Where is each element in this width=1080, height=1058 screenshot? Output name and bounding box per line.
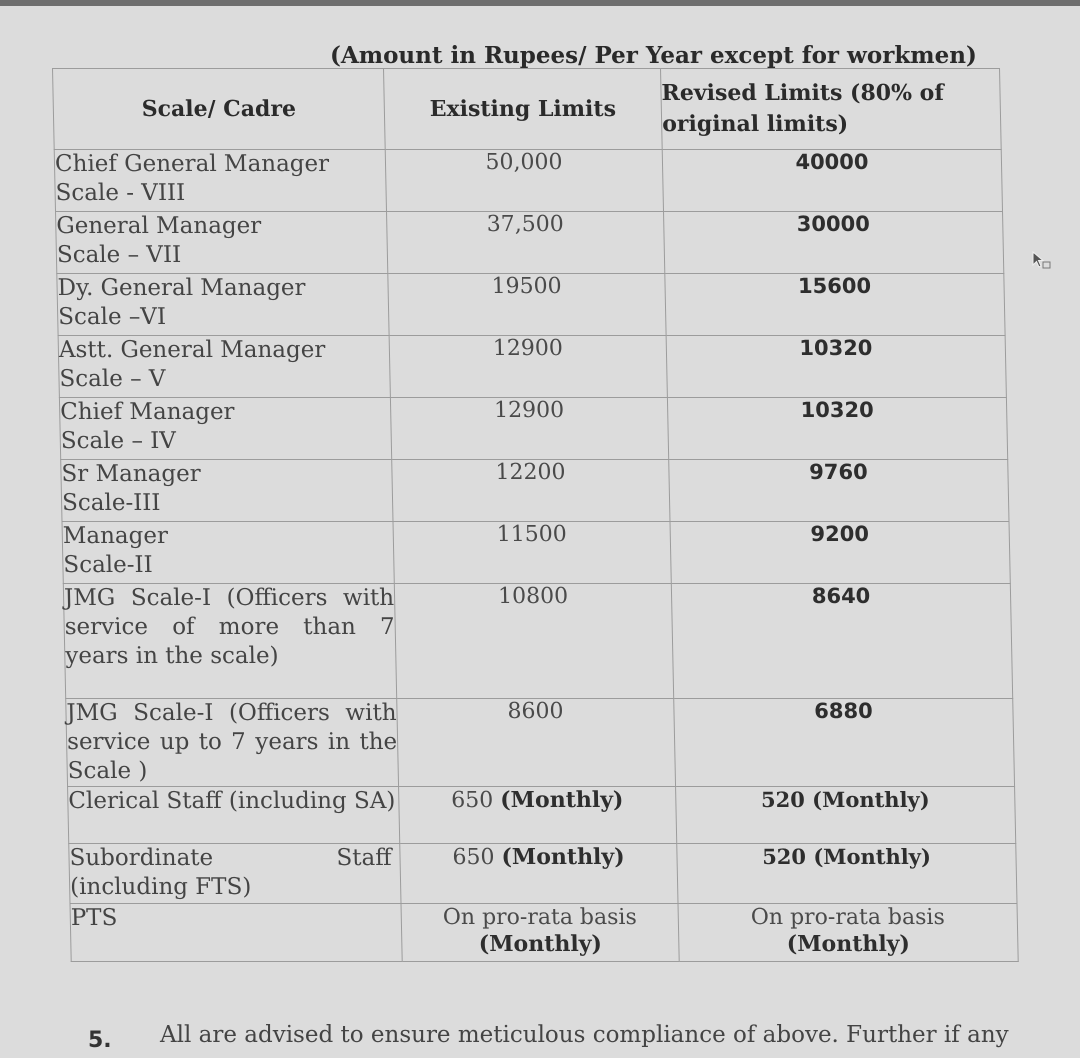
table-row [69, 844, 1017, 904]
revised-basis: On pro-rata basis [750, 905, 945, 930]
existing-limit-cell: 12200 [392, 460, 670, 522]
cadre-cell: JMG Scale-I (Officers with service of more than 7 years in the scale) [63, 584, 396, 699]
existing-period: (Monthly) [499, 787, 624, 813]
cadre-note: (including FTS) [69, 874, 252, 900]
revised-limit-cell: 9200 [670, 522, 1010, 584]
table-row [54, 150, 1002, 212]
cadre-scale: Scale-II [63, 552, 153, 578]
table-row [63, 584, 1012, 699]
cadre-scale: Scale - VIII [55, 180, 186, 206]
table-header-row [53, 69, 1002, 150]
table-row [70, 904, 1018, 962]
revised-limit-cell: 10320 [666, 336, 1006, 398]
cadre-cell: Clerical Staff (including SA) [68, 787, 400, 844]
revised-limit-cell [677, 844, 1017, 904]
existing-amount: 650 [451, 788, 494, 813]
limits-table [52, 68, 1019, 962]
cadre-cell: JMG Scale-I (Officers with service up to 7 years in the Scale ) [66, 699, 399, 787]
top-edge-bar [0, 0, 1080, 6]
cadre-scale: Scale-III [61, 490, 161, 516]
revised-limit-cell [676, 787, 1016, 844]
header-scale-cadre: Scale/ Cadre [53, 69, 386, 150]
cadre-scale: Scale – IV [60, 428, 177, 454]
cadre-scale: Scale – V [59, 366, 166, 392]
cadre-name: Sr Manager [61, 461, 201, 487]
revised-period: (Monthly) [813, 844, 932, 869]
existing-limit-cell [400, 844, 678, 904]
header-revised-line1: Revised Limits (80% of [661, 80, 945, 106]
table-row [56, 212, 1004, 274]
cadre-name: General Manager [56, 213, 262, 239]
table-row [68, 787, 1016, 844]
existing-limit-cell [401, 904, 679, 962]
revised-amount: 520 [761, 844, 807, 869]
existing-basis: On pro-rata basis [442, 905, 637, 930]
header-revised-line2: original limits) [661, 111, 849, 137]
cadre-cell [62, 522, 394, 584]
cadre-cell [54, 150, 386, 212]
revised-limit-cell [678, 904, 1018, 962]
cadre-word-staff: Staff [336, 845, 392, 871]
revised-limit-cell: 30000 [664, 212, 1004, 274]
existing-limit-cell [399, 787, 677, 844]
paragraph-text: All are advised to ensure meticulous compliance of above. Further if any [160, 1022, 1009, 1048]
existing-period: (Monthly) [501, 844, 625, 870]
table-row [66, 699, 1015, 787]
table-row [61, 460, 1009, 522]
cadre-cell: PTS [70, 904, 402, 962]
cadre-name: Astt. General Manager [58, 337, 326, 363]
existing-limit-cell: 12900 [390, 398, 668, 460]
revised-limit-cell: 10320 [667, 398, 1007, 460]
table-row [57, 274, 1005, 336]
revised-limit-cell: 15600 [665, 274, 1005, 336]
revised-limit-cell: 9760 [669, 460, 1009, 522]
amount-caption: (Amount in Rupees/ Per Year except for workmen) [330, 42, 977, 69]
cadre-cell [69, 844, 401, 904]
existing-limit-cell: 19500 [388, 274, 666, 336]
existing-limit-cell: 37,500 [387, 212, 665, 274]
cadre-cell [58, 336, 390, 398]
cadre-name: Chief Manager [59, 399, 235, 425]
revised-amount: 520 [760, 787, 806, 812]
revised-limit-cell: 40000 [662, 150, 1002, 212]
existing-limit-cell: 8600 [397, 699, 676, 787]
existing-limit-cell: 11500 [393, 522, 671, 584]
existing-limit-cell: 12900 [389, 336, 667, 398]
cadre-cell [61, 460, 393, 522]
cadre-word-subordinate: Subordinate [69, 845, 214, 871]
cadre-cell [56, 212, 388, 274]
cadre-scale: Scale –VI [57, 304, 167, 330]
cadre-cell [59, 398, 391, 460]
mouse-pointer-icon [1030, 250, 1052, 272]
existing-limit-cell: 50,000 [385, 150, 663, 212]
cadre-cell [57, 274, 389, 336]
revised-period: (Monthly) [786, 931, 911, 957]
existing-period: (Monthly) [478, 931, 603, 957]
table-row [58, 336, 1006, 398]
header-revised-limits [661, 69, 1002, 150]
revised-limit-cell: 6880 [674, 699, 1015, 787]
table-row [59, 398, 1007, 460]
table-row [62, 522, 1010, 584]
revised-period: (Monthly) [811, 787, 930, 812]
revised-limit-cell: 8640 [671, 584, 1012, 699]
cadre-line [69, 844, 400, 873]
existing-limit-cell: 10800 [394, 584, 673, 699]
cadre-name: Chief General Manager [54, 151, 330, 177]
cadre-name: Manager [62, 523, 169, 549]
paragraph-number: 5. [88, 1028, 112, 1053]
cadre-scale: Scale – VII [56, 242, 182, 268]
existing-amount: 650 [452, 845, 495, 870]
header-existing-limits: Existing Limits [384, 69, 663, 150]
cadre-name: Dy. General Manager [57, 275, 306, 301]
